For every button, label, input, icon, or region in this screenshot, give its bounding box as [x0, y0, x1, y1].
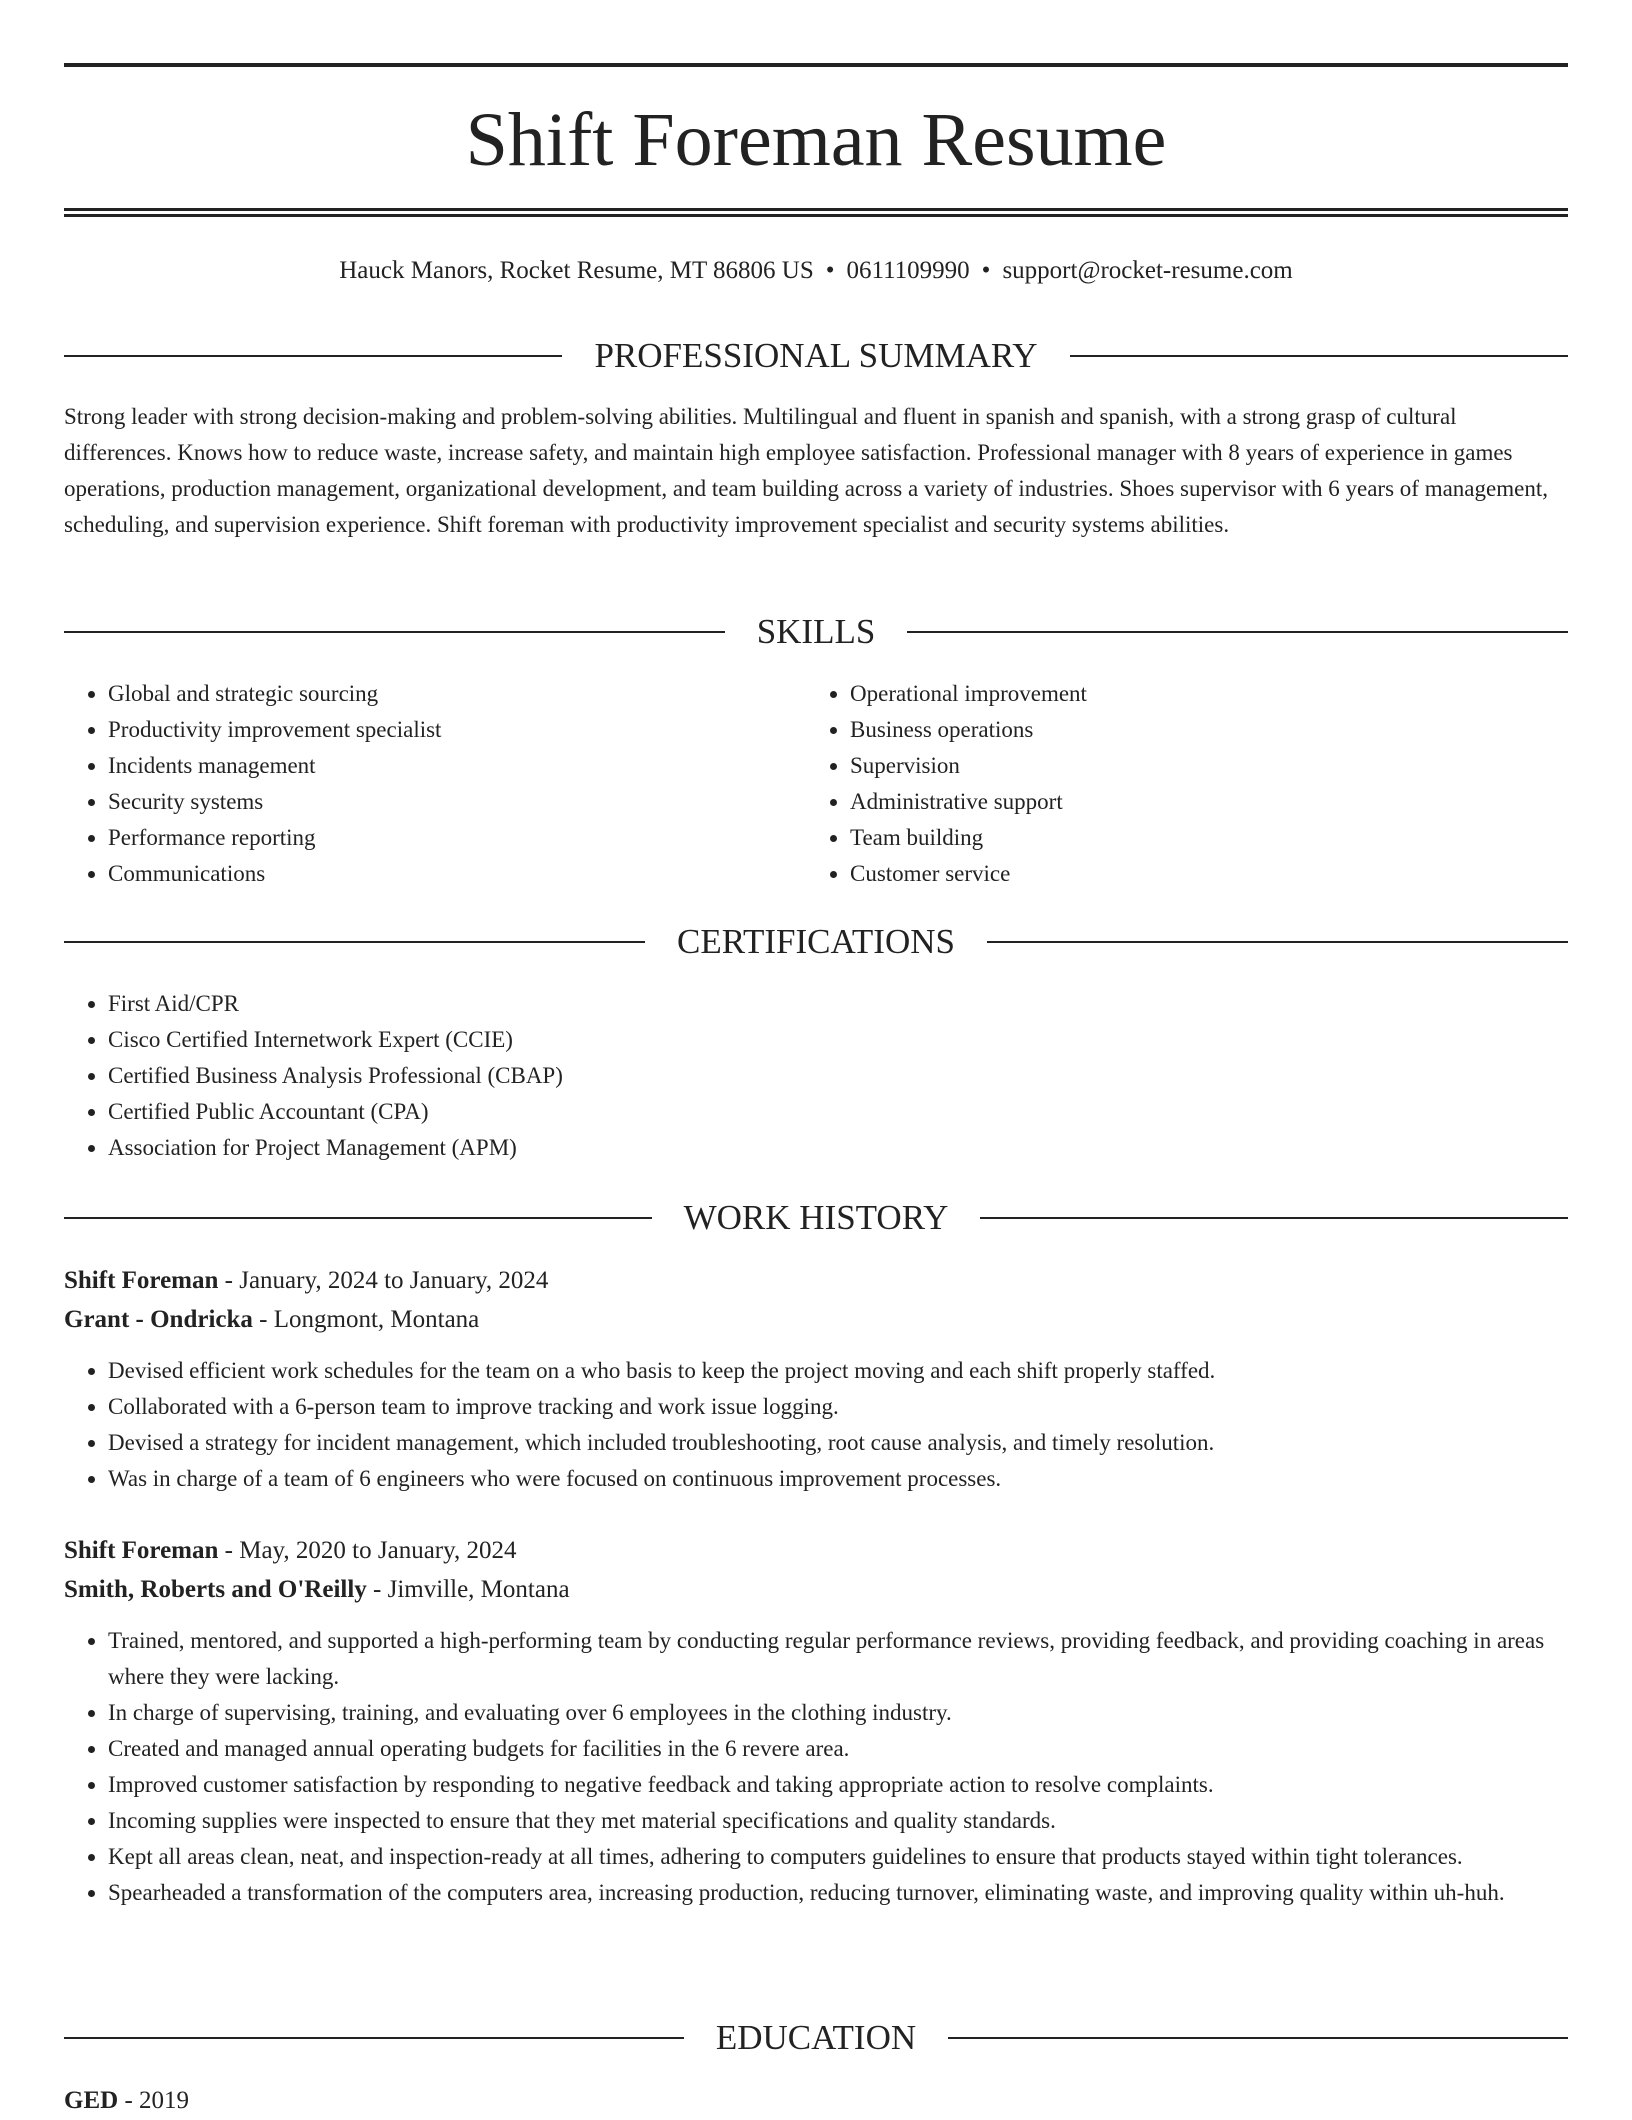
- certification-item: • Association for Project Management (APM): [108, 1130, 1612, 1166]
- section-rule: [64, 355, 562, 357]
- section-rule: [64, 1217, 652, 1219]
- contact-separator: •: [825, 257, 835, 284]
- education-section-header: [64, 2020, 1568, 2055]
- resume-title: Shift Foreman Resume: [465, 98, 1167, 182]
- section-rule: [1070, 355, 1568, 357]
- job-bullet: • Devised a strategy for incident management, which included troubleshooting, root cause analysis, and timely resolution.: [108, 1425, 1568, 1461]
- job-company-line: [64, 1570, 1568, 1609]
- skill-item: • Team building: [850, 820, 1548, 856]
- contact-phone: 0611109990: [846, 257, 970, 284]
- education-heading: EDUCATION: [715, 2018, 917, 2057]
- work-history-section-header: [64, 1200, 1568, 1235]
- skill-item: • Incidents management: [108, 748, 806, 784]
- job-location: - Longmont, Montana: [252, 1306, 480, 1333]
- job-bullet: • Created and managed annual operating budgets for facilities in the 6 revere area.: [108, 1731, 1568, 1767]
- education-year: - 2019: [118, 2087, 190, 2114]
- summary-text: Strong leader with strong decision-making and problem-solving abilities. Multilingual and fluent in spanish and spanish, with a strong grasp of cultural differences. Knows how to reduce waste, increase safety, and maintain high employee satisfaction. Professional manager with 8 years of experience in games operations, production management, organizational development, and team building across a variety of industries. Shoes supervisor with 6 years of management, scheduling, and supervision experience. Shift foreman with productivity improvement specialist and security systems abilities.: [64, 404, 1548, 537]
- section-rule: [64, 941, 645, 943]
- skills-heading: SKILLS: [756, 612, 876, 651]
- job-bullet: • Incoming supplies were inspected to ensure that they met material specifications and quality standards.: [108, 1803, 1568, 1839]
- job-entry: [64, 1261, 1568, 1497]
- certifications-list: [64, 986, 1612, 1166]
- certification-item: • Cisco Certified Internetwork Expert (CCIE): [108, 1022, 1612, 1058]
- job-bullet: • Kept all areas clean, neat, and inspection-ready at all times, adhering to computers guidelines to ensure that products stayed within tight tolerances.: [108, 1839, 1568, 1875]
- summary-section-header: [64, 338, 1568, 373]
- certification-item: • Certified Public Accountant (CPA): [108, 1094, 1612, 1130]
- skills-list: [64, 676, 1568, 892]
- section-rule: [907, 631, 1568, 633]
- job-bullet: • Was in charge of a team of 6 engineers who were focused on continuous improvement processes.: [108, 1461, 1568, 1497]
- job-role: Shift Foreman: [64, 1537, 219, 1564]
- job-bullet: • Improved customer satisfaction by responding to negative feedback and taking appropriate action to resolve complaints.: [108, 1767, 1568, 1803]
- certifications-heading: CERTIFICATIONS: [677, 922, 955, 961]
- section-rule: [64, 2037, 684, 2039]
- skill-item: • Security systems: [108, 784, 806, 820]
- job-company: Smith, Roberts and O'Reilly: [64, 1576, 367, 1603]
- section-rule: [980, 1217, 1568, 1219]
- skill-item: • Communications: [108, 856, 806, 892]
- certification-item: • First Aid/CPR: [108, 986, 1612, 1022]
- job-bullet: • Spearheaded a transformation of the computers area, increasing production, reducing turnover, eliminating waste, and improving quality within uh-huh.: [108, 1875, 1568, 1911]
- section-rule: [987, 941, 1568, 943]
- contact-email: support@rocket-resume.com: [1002, 257, 1293, 284]
- job-bullet: • In charge of supervising, training, and evaluating over 6 employees in the clothing industry.: [108, 1695, 1568, 1731]
- job-bullet: • Devised efficient work schedules for the team on a who basis to keep the project moving and each shift properly staffed.: [108, 1353, 1568, 1389]
- skill-item: • Operational improvement: [850, 676, 1548, 712]
- contact-address: Hauck Manors, Rocket Resume, MT 86806 US: [339, 257, 814, 284]
- section-rule: [64, 631, 725, 633]
- job-company: Grant - Ondricka: [64, 1306, 253, 1333]
- certification-item: • Certified Business Analysis Professional (CBAP): [108, 1058, 1612, 1094]
- skill-item: • Global and strategic sourcing: [108, 676, 806, 712]
- job-location: - Jimville, Montana: [366, 1576, 570, 1603]
- skills-column-right: [806, 676, 1548, 892]
- job-bullets: [64, 1623, 1568, 1911]
- certifications-section-header: [64, 924, 1568, 959]
- education-degree: GED: [64, 2087, 119, 2114]
- skills-column-left: [64, 676, 806, 892]
- skills-section-header: [64, 614, 1568, 649]
- skill-item: • Business operations: [850, 712, 1548, 748]
- job-bullets: [64, 1353, 1568, 1497]
- summary-heading: PROFESSIONAL SUMMARY: [594, 336, 1038, 375]
- skill-item: • Customer service: [850, 856, 1548, 892]
- job-entry: [64, 1531, 1568, 1911]
- education-entry: [64, 2081, 1568, 2120]
- job-dates: - May, 2020 to January, 2024: [218, 1537, 517, 1564]
- job-role: Shift Foreman: [64, 1267, 219, 1294]
- skill-item: • Administrative support: [850, 784, 1548, 820]
- job-title-line: [64, 1261, 1568, 1300]
- job-title-line: [64, 1531, 1568, 1570]
- contact-separator: •: [981, 257, 991, 284]
- section-rule: [948, 2037, 1568, 2039]
- title-top-rule: [64, 63, 1568, 67]
- job-dates: - January, 2024 to January, 2024: [218, 1267, 549, 1294]
- job-bullet: • Collaborated with a 6-person team to improve tracking and work issue logging.: [108, 1389, 1568, 1425]
- skill-item: • Performance reporting: [108, 820, 806, 856]
- title-bottom-rule: [64, 208, 1568, 217]
- work-history-heading: WORK HISTORY: [683, 1198, 949, 1237]
- job-bullet: • Trained, mentored, and supported a high-performing team by conducting regular performance reviews, providing feedback, and providing coaching in areas where they were lacking.: [108, 1623, 1568, 1695]
- skill-item: • Productivity improvement specialist: [108, 712, 806, 748]
- job-company-line: [64, 1300, 1568, 1339]
- contact-line: [64, 256, 1568, 286]
- skill-item: • Supervision: [850, 748, 1548, 784]
